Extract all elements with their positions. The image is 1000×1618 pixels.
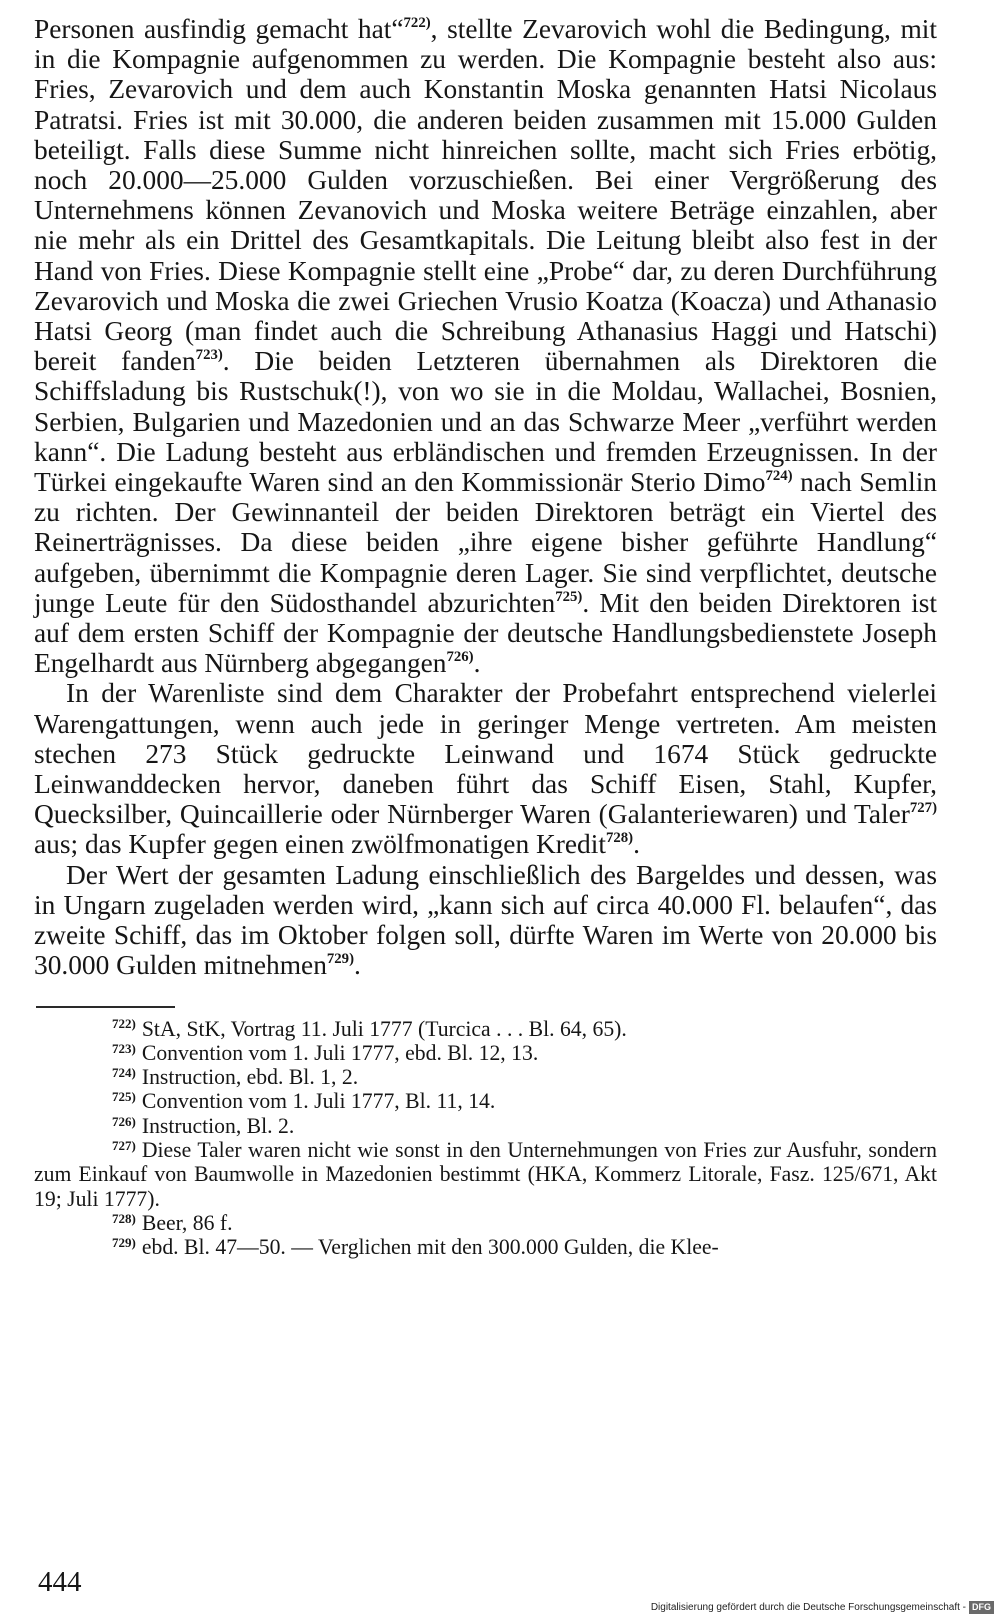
- footnote-725: 725) Convention vom 1. Juli 1777, Bl. 11, 14.: [112, 1089, 496, 1114]
- footnotes: [34, 1017, 937, 1260]
- text-run: aus; das Kupfer gegen einen zwölfmonatigen Kredit: [34, 829, 606, 860]
- paragraph-2: [34, 678, 937, 859]
- footnote-text: Diese Taler waren nicht wie sonst in den Unternehmungen von Fries zur Ausfuhr, sondern zum Einkauf von Baumwolle in Mazedonien bestimmt (HKA, Kommerz Litorale, Fasz. 125/671, Akt 19; Juli 1777).: [34, 1137, 937, 1211]
- footnote-727: 727) Diese Taler waren nicht wie sonst in den Unternehmungen von Fries zur Ausfuhr, sondern zum Einkauf von Baumwolle in Mazedonien bestimmt (HKA, Kommerz Litorale, Fasz. 125/671, Akt 19; Juli 1777).: [34, 1137, 937, 1211]
- footnote-728: 728) Beer, 86 f.: [112, 1210, 233, 1235]
- footnote-text: StA, StK, Vortrag 11. Juli 1777 (Turcica . . . Bl. 64, 65).: [141, 1016, 627, 1041]
- footnote-723: 723) Convention vom 1. Juli 1777, ebd. Bl. 12, 13.: [112, 1040, 539, 1065]
- text-run: In der Warenliste sind dem Charakter der Probefahrt entsprechend vielerlei Warengattungen, wenn auch jede in geringer Menge vertreten. Am meisten stechen 273 Stück gedruckte Leinwand und 1674 Stück gedruckte Leinwanddecken hervor, daneben führt das Schiff Eisen, Stahl, Kupfer, Quecksilber, Quincaillerie oder Nürnberger Waren (Galanteriewaren) und Taler: [34, 678, 937, 830]
- text-run: Der Wert der gesamten Ladung einschließlich des Bargeldes und dessen, was in Ungarn zugeladen werden wird, „kann sich auf circa 40.000 Fl. belaufen“, das zweite Schiff, das im Oktober folgen soll, dürfte Waren im Werte von 20.000 bis 30.000 Gulden mitnehmen: [34, 859, 937, 981]
- footnote-729: 729) ebd. Bl. 47—50. — Verglichen mit den 300.000 Gulden, die Klee-: [112, 1235, 719, 1260]
- footnote-divider: [36, 1006, 175, 1008]
- footnote-724: 724) Instruction, ebd. Bl. 1, 2.: [112, 1064, 359, 1090]
- footnote-ref-725[interactable]: 725): [555, 588, 583, 605]
- dfg-logo-icon: DFG: [969, 1601, 994, 1614]
- footnote-ref-722[interactable]: 722): [403, 14, 431, 31]
- text-run: . Mit den beiden Direktoren ist auf dem ersten Schiff der Kompagnie der deutsche Handlungsbedienstete Joseph Engelhardt aus Nürnberg abgegangen: [34, 587, 937, 679]
- footnote-text: Instruction, Bl. 2.: [141, 1113, 295, 1138]
- footnote-text: Convention vom 1. Juli 1777, ebd. Bl. 12, 13.: [141, 1040, 539, 1065]
- text-run: , stellte Zevarovich wohl die Bedingung, mit in die Kompagnie aufgenommen zu werden. Die Kompagnie besteht also aus: Fries, Zevarovich und dem auch Konstantin Moska genannten Hatsi Nicolaus Patratsi. Fries ist mit 30.000, die anderen beiden zusammen mit 15.000 Gulden beteiligt. Falls diese Summe nicht hinreichen sollte, macht sich Fries erbötig, noch 20.000—25.000 Gulden vorzuschießen. Bei einer Vergrößerung des Unternehmens können Zevanovich und Moska weitere Beträge einzahlen, aber nie mehr als ein Drittel des Gesamtkapitals. Die Leitung bleibt also fest in der Hand von Fries. Diese Kompagnie stellt eine „Probe“ dar, zu deren Durchführung Zevarovich und Moska die zwei Griechen Vrusio Koatza (Koacza) und Athanasio Hatsi Georg (man findet auch die Schreibung Athanasius Haggi und Hatschi) bereit fanden: [34, 14, 937, 377]
- text-run: .: [633, 829, 640, 860]
- text-run: .: [354, 950, 361, 981]
- footnote-ref-727[interactable]: 727): [909, 800, 937, 817]
- text-run: .: [473, 648, 481, 679]
- footnote-text: Beer, 86 f.: [141, 1210, 233, 1235]
- page: [34, 14, 937, 1259]
- footnote-ref-724[interactable]: 724): [765, 467, 793, 484]
- footnote-ref-726[interactable]: 726): [446, 649, 474, 666]
- paragraph-3: [34, 860, 937, 981]
- footnote-text: ebd. Bl. 47—50. — Verglichen mit den 300.000 Gulden, die Klee-: [141, 1235, 719, 1260]
- digitization-credit: [651, 1600, 994, 1615]
- text-run: nach Semlin zu richten. Der Gewinnanteil der beiden Direktoren beträgt ein Viertel des Reinerträgnisses. Da diese beiden „ihre eigene bisher geführte Handlung“ aufgeben, übernimmt die Kompagnie deren Lager. Sie sind verpflichtet, deutsche junge Leute für den Südosthandel abzurichten: [34, 467, 937, 618]
- text-run: Personen ausfindig gemacht hat“: [34, 14, 404, 44]
- main-text: [34, 14, 937, 981]
- footnote-ref-729[interactable]: 729): [326, 951, 354, 968]
- footnote-text: Convention vom 1. Juli 1777, Bl. 11, 14.: [141, 1089, 496, 1114]
- page-number: 444: [38, 1566, 82, 1598]
- credit-text: Digitalisierung gefördert durch die Deutsche Forschungsgemeinschaft -: [650, 1602, 966, 1613]
- text-run: . Die beiden Letzteren übernahmen als Direktoren die Schiffsladung bis Rustschuk(!), von wo sie in die Moldau, Wallachei, Bosnien, Serbien, Bulgarien und Mazedonien und an das Schwarze Meer „verführt werden kann“. Die Ladung besteht aus erbländischen und fremden Erzeugnissen. In der Türkei eingekaufte Waren sind an den Kommissionär Sterio Dimo: [34, 346, 937, 498]
- footnote-722: 722) StA, StK, Vortrag 11. Juli 1777 (Turcica . . . Bl. 64, 65).: [112, 1016, 627, 1041]
- footnote-text: Instruction, ebd. Bl. 1, 2.: [141, 1065, 359, 1090]
- paragraph-1: [34, 14, 937, 678]
- footnote-ref-728[interactable]: 728): [605, 830, 634, 847]
- footnote-726: 726) Instruction, Bl. 2.: [112, 1113, 295, 1138]
- footnote-ref-723[interactable]: 723): [195, 347, 223, 364]
